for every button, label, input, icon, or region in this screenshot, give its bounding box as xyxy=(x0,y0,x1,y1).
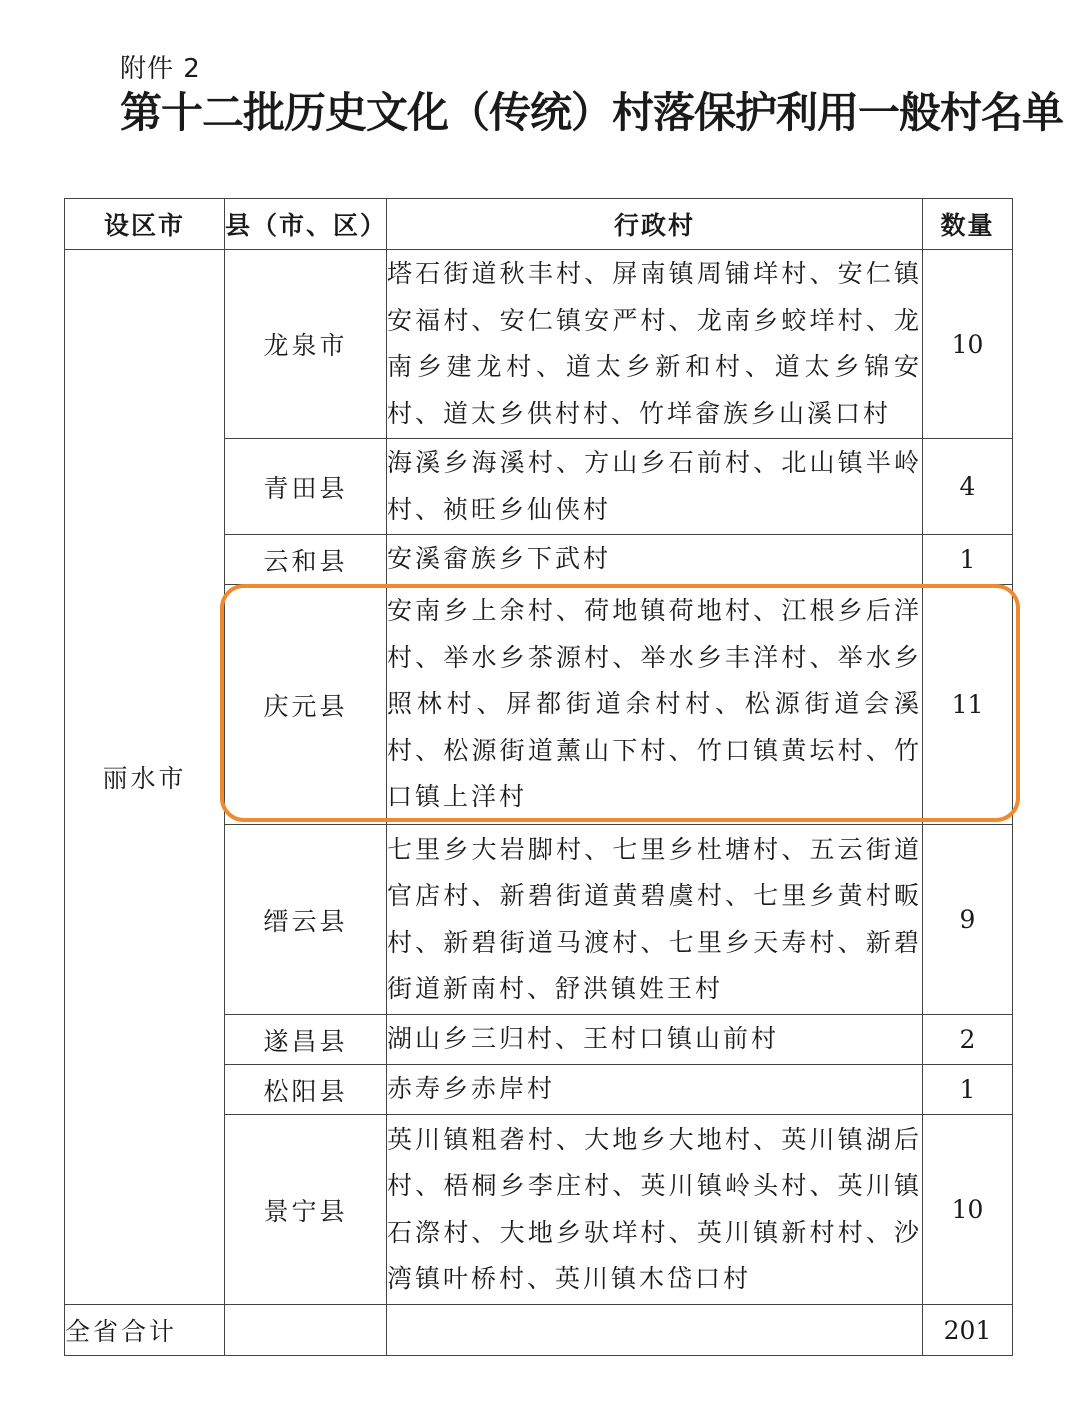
villages-cell: 湖山乡三归村、王村口镇山前村 xyxy=(387,1015,923,1065)
total-label-cell: 全省合计 xyxy=(65,1305,225,1356)
county-cell: 云和县 xyxy=(225,535,387,585)
header-villages: 行政村 xyxy=(387,199,923,250)
table-header-row xyxy=(65,199,1013,250)
count-cell: 9 xyxy=(923,825,1013,1015)
count-cell: 1 xyxy=(923,1065,1013,1115)
village-list-table xyxy=(64,198,1013,1356)
villages-cell: 安溪畲族乡下武村 xyxy=(387,535,923,585)
empty-cell xyxy=(225,1305,387,1356)
count-cell: 1 xyxy=(923,535,1013,585)
county-cell: 缙云县 xyxy=(225,825,387,1015)
header-county: 县（市、区） xyxy=(225,199,387,250)
count-cell: 10 xyxy=(923,1115,1013,1305)
count-cell: 4 xyxy=(923,439,1013,535)
table-row xyxy=(65,250,1013,439)
document-title: 第十二批历史文化（传统）村落保护利用一般村名单 xyxy=(120,88,1064,137)
county-cell: 遂昌县 xyxy=(225,1015,387,1065)
county-cell: 松阳县 xyxy=(225,1065,387,1115)
villages-cell: 海溪乡海溪村、方山乡石前村、北山镇半岭村、祯旺乡仙侠村 xyxy=(387,439,923,535)
attachment-label: 附件 2 xyxy=(120,54,201,84)
county-cell: 景宁县 xyxy=(225,1115,387,1305)
count-cell: 11 xyxy=(923,585,1013,825)
county-cell: 庆元县 xyxy=(225,585,387,825)
count-cell: 2 xyxy=(923,1015,1013,1065)
villages-cell: 塔石街道秋丰村、屏南镇周铺垟村、安仁镇安福村、安仁镇安严村、龙南乡蛟垟村、龙南乡建龙村、道太乡新和村、道太乡锦安村、道太乡供村村、竹垟畲族乡山溪口村 xyxy=(387,250,923,439)
villages-cell: 赤寿乡赤岸村 xyxy=(387,1065,923,1115)
villages-cell: 安南乡上余村、荷地镇荷地村、江根乡后洋村、举水乡茶源村、举水乡丰洋村、举水乡照林村、屏都街道余村村、松源街道会溪村、松源街道薰山下村、竹口镇黄坛村、竹口镇上洋村 xyxy=(387,585,923,825)
villages-cell: 七里乡大岩脚村、七里乡杜塘村、五云街道官店村、新碧街道黄碧虞村、七里乡黄村畈村、新碧街道马渡村、七里乡天寿村、新碧街道新南村、舒洪镇姓王村 xyxy=(387,825,923,1015)
city-cell: 丽水市 xyxy=(65,250,225,1305)
total-row xyxy=(65,1305,1013,1356)
empty-cell xyxy=(387,1305,923,1356)
county-cell: 龙泉市 xyxy=(225,250,387,439)
villages-cell: 英川镇粗砻村、大地乡大地村、英川镇湖后村、梧桐乡李庄村、英川镇岭头村、英川镇石漈村、大地乡驮垟村、英川镇新村村、沙湾镇叶桥村、英川镇木岱口村 xyxy=(387,1115,923,1305)
total-count-cell: 201 xyxy=(923,1305,1013,1356)
county-cell: 青田县 xyxy=(225,439,387,535)
header-city: 设区市 xyxy=(65,199,225,250)
header-count: 数量 xyxy=(923,199,1013,250)
count-cell: 10 xyxy=(923,250,1013,439)
